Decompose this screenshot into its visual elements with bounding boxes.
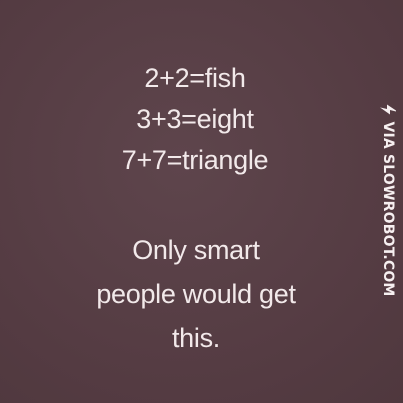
- message-line: people would get: [96, 279, 296, 309]
- watermark: [380, 103, 396, 296]
- message-line: this.: [171, 323, 221, 353]
- equation-list: [0, 58, 390, 181]
- message-line: Only smart: [132, 235, 260, 265]
- watermark-text: VIA SLOWROBOT.COM: [380, 121, 396, 297]
- equation-line: 7+7=triangle: [121, 145, 269, 175]
- lightning-bolt-icon: [380, 103, 396, 115]
- equation-line: 3+3=eight: [136, 104, 254, 134]
- equation-line: 2+2=fish: [144, 63, 246, 93]
- message-block: [0, 228, 392, 360]
